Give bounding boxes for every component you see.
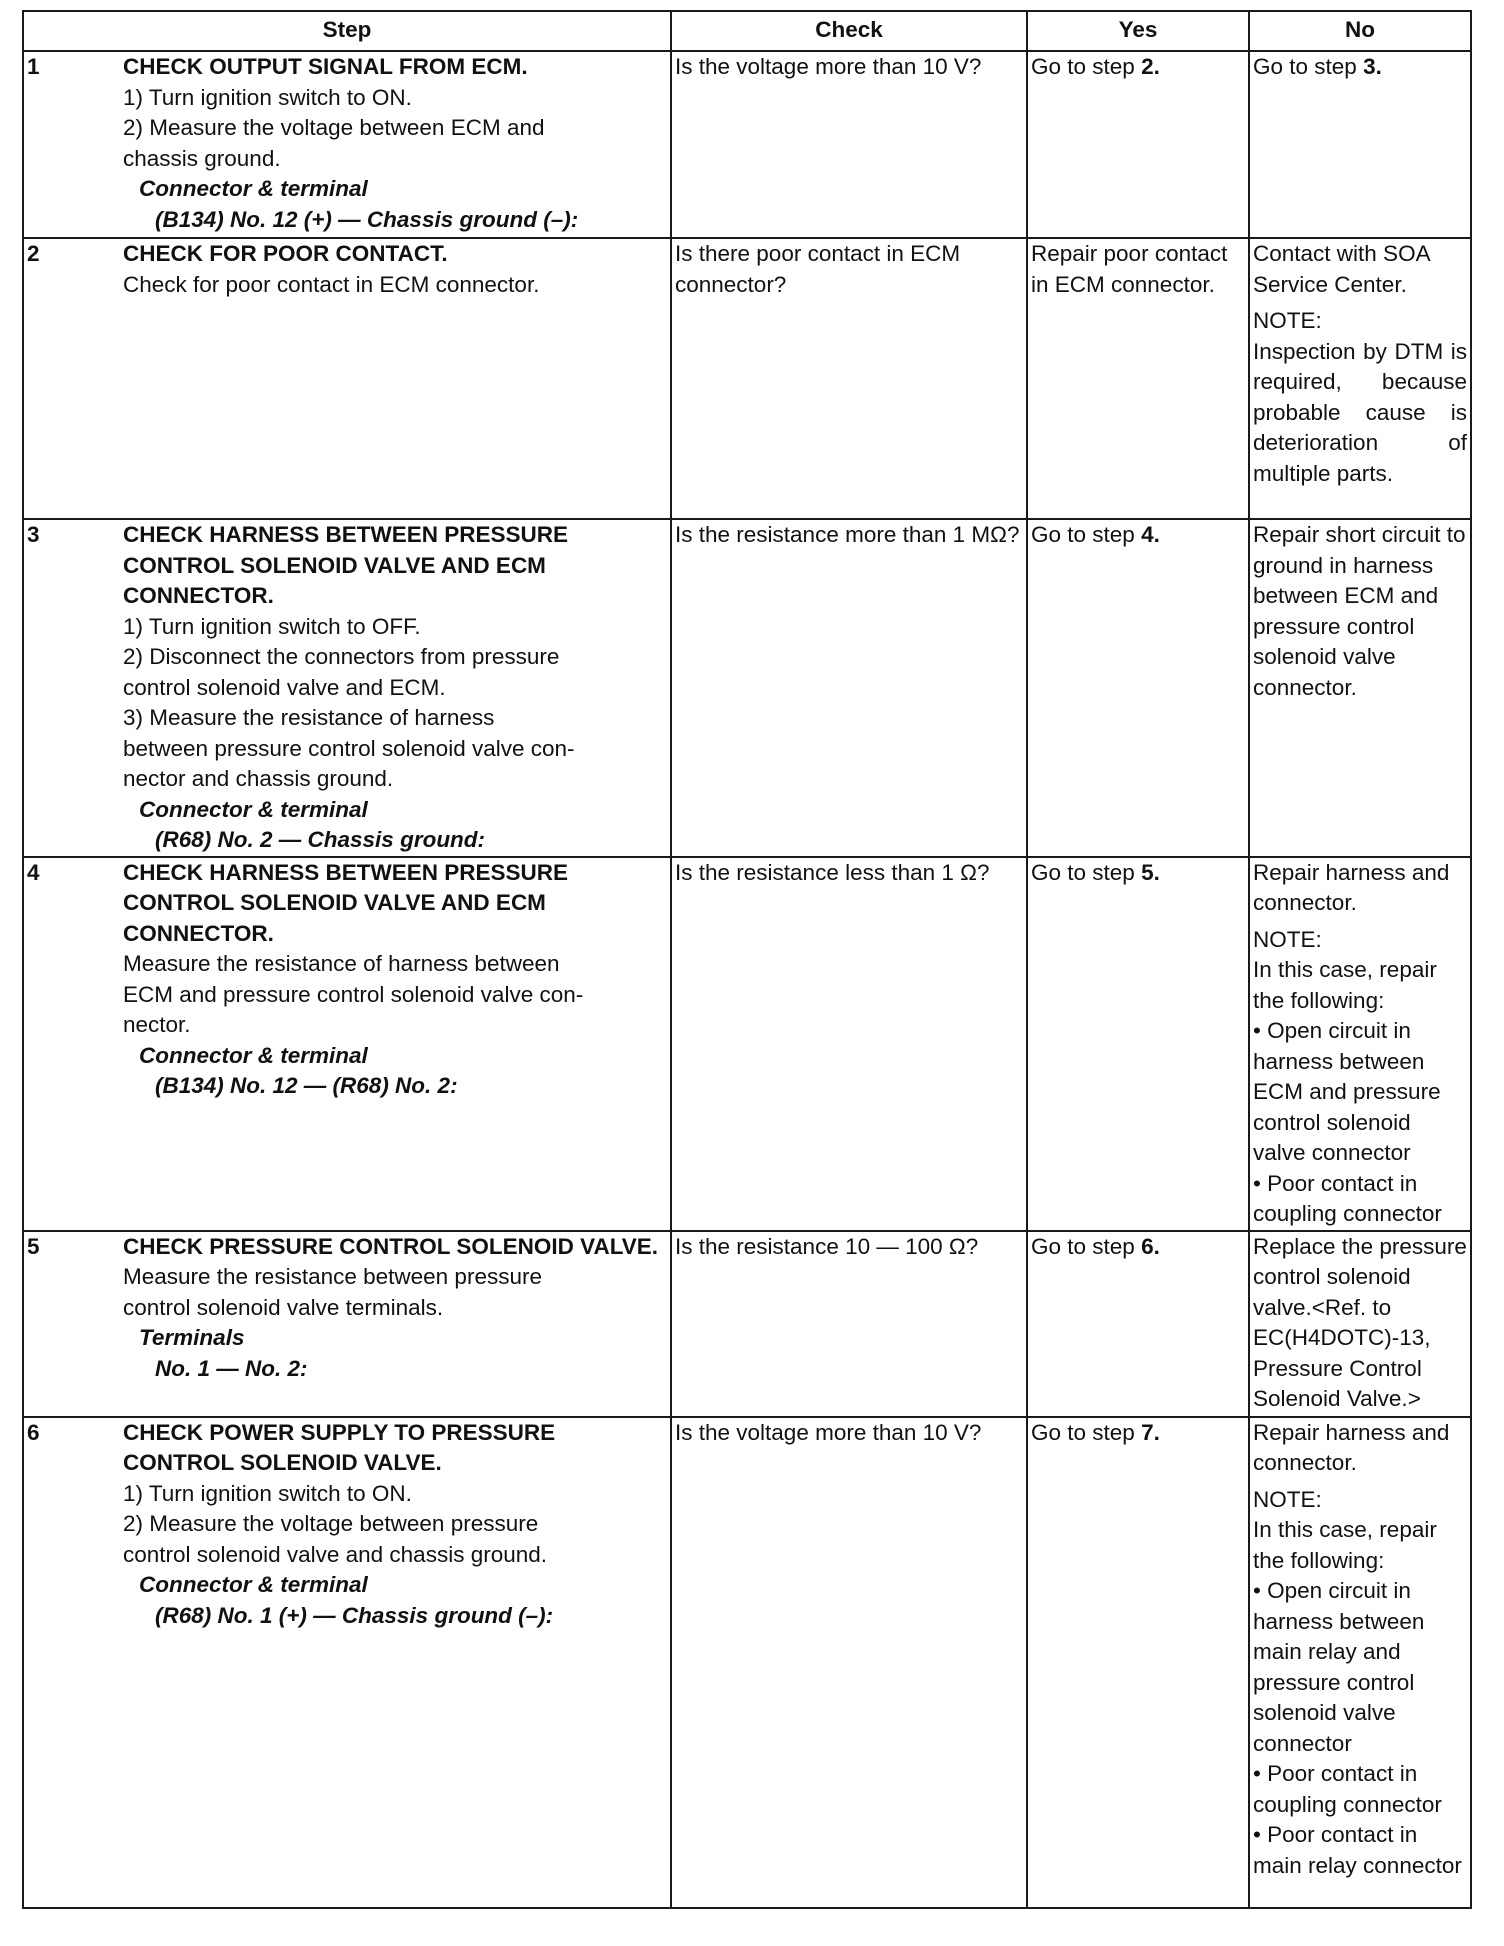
yes-step-link: 6.	[1141, 1233, 1160, 1259]
no-cell	[1249, 857, 1471, 1231]
step-instruction: ECM and pressure control solenoid valve con-	[123, 981, 584, 1007]
no-text: Repair harness and connector.	[1253, 859, 1450, 915]
yes-step-link: 7.	[1141, 1419, 1160, 1445]
yes-text: Go to step	[1031, 1419, 1142, 1445]
no-cell	[1249, 238, 1471, 519]
step-title: CHECK HARNESS BETWEEN PRESSURE CONTROL SOLENOID VALVE AND ECM CONNECTOR.	[123, 859, 569, 946]
yes-step-link: 2.	[1141, 54, 1160, 79]
table-row	[23, 1231, 1471, 1417]
note-bullet: • Poor contact in coupling connector	[1253, 1170, 1442, 1226]
step-cell	[23, 1417, 671, 1908]
yes-text: Go to step	[1031, 54, 1142, 79]
yes-cell	[1027, 519, 1249, 857]
step-instruction: between pressure control solenoid valve con-	[123, 735, 575, 761]
connector-label: Connector & terminal	[139, 176, 368, 201]
check-cell: Is there poor contact in ECM connector?	[671, 238, 1027, 519]
note-label: NOTE:	[1253, 308, 1322, 333]
step-number: 3	[27, 522, 40, 547]
step-instruction: control solenoid valve terminals.	[123, 1294, 444, 1320]
note-bullet: • Open circuit in harness between ECM and pressure control solenoid valve connector	[1253, 1018, 1441, 1165]
check-cell: Is the resistance less than 1 Ω?	[671, 857, 1027, 1231]
troubleshooting-table	[22, 10, 1472, 1909]
step-number: 4	[27, 859, 40, 885]
step-title: CHECK OUTPUT SIGNAL FROM ECM.	[123, 54, 528, 79]
yes-text: Go to step	[1031, 522, 1142, 547]
note-text: In this case, repair the following:	[1253, 1517, 1437, 1573]
no-text: Repair harness and connector.	[1253, 1419, 1450, 1475]
step-instruction: 3) Measure the resistance of harness	[123, 705, 495, 730]
header-check: Check	[671, 11, 1027, 51]
step-instruction: 2) Measure the voltage between pressure	[123, 1511, 539, 1536]
note-bullet: • Open circuit in harness between main relay and pressure control solenoid valve connector	[1253, 1578, 1425, 1756]
step-title: CHECK HARNESS BETWEEN PRESSURE CONTROL SOLENOID VALVE AND ECM CONNECTOR.	[123, 522, 569, 608]
step-cell	[23, 857, 671, 1231]
step-instruction: Measure the resistance of harness between	[123, 951, 560, 976]
no-text: Contact with SOA Service Center.	[1253, 241, 1430, 297]
check-cell: Is the voltage more than 10 V?	[671, 51, 1027, 238]
step-number: 2	[27, 241, 40, 266]
table-row	[23, 857, 1471, 1231]
step-instruction: control solenoid valve and ECM.	[123, 674, 446, 700]
table-row	[23, 519, 1471, 857]
connector-label: Connector & terminal	[139, 1572, 368, 1597]
connector-value: No. 1 — No. 2:	[155, 1355, 308, 1381]
note-bullet: • Poor contact in main relay connector	[1253, 1822, 1462, 1878]
yes-text: Go to step	[1031, 859, 1142, 885]
yes-cell	[1027, 51, 1249, 238]
step-instruction: control solenoid valve and chassis ground.	[123, 1541, 548, 1567]
header-step: Step	[23, 11, 671, 51]
step-number: 6	[27, 1419, 40, 1445]
connector-value: (B134) No. 12 (+) — Chassis ground (–):	[155, 206, 579, 232]
yes-step-link: 4.	[1141, 522, 1160, 547]
no-cell	[1249, 51, 1471, 238]
header-no: No	[1249, 11, 1471, 51]
table-row	[23, 51, 1471, 238]
note-label: NOTE:	[1253, 1486, 1322, 1512]
check-cell: Is the resistance more than 1 MΩ?	[671, 519, 1027, 857]
no-cell: Replace the pressure control solenoid valve.<Ref. to EC(H4DOTC)-13, Pressure Control Solenoid Valve.>	[1249, 1231, 1471, 1417]
note-text: In this case, repair the following:	[1253, 957, 1437, 1013]
table-row	[23, 238, 1471, 519]
yes-cell: Repair poor contact in ECM connector.	[1027, 238, 1249, 519]
header-row	[23, 11, 1471, 51]
note-text: Inspection by DTM is required, because probable cause is deterioration of multiple parts.	[1253, 338, 1467, 486]
yes-step-link: 5.	[1141, 859, 1160, 885]
step-number: 5	[27, 1233, 40, 1259]
step-instruction: Check for poor contact in ECM connector.	[123, 271, 540, 297]
yes-cell	[1027, 1417, 1249, 1908]
no-cell	[1249, 1417, 1471, 1908]
no-text: Go to step	[1253, 54, 1364, 79]
connector-label: Connector & terminal	[139, 1042, 368, 1068]
check-cell: Is the voltage more than 10 V?	[671, 1417, 1027, 1908]
step-instruction: 1) Turn ignition switch to ON.	[123, 84, 412, 110]
step-instruction: 2) Disconnect the connectors from pressure	[123, 644, 560, 669]
header-yes: Yes	[1027, 11, 1249, 51]
note-label: NOTE:	[1253, 926, 1322, 952]
yes-cell	[1027, 1231, 1249, 1417]
step-cell	[23, 51, 671, 238]
step-instruction: nector.	[123, 1012, 191, 1037]
step-cell	[23, 519, 671, 857]
step-instruction: chassis ground.	[123, 145, 281, 171]
yes-text: Go to step	[1031, 1233, 1142, 1259]
step-instruction: 1) Turn ignition switch to OFF.	[123, 613, 421, 639]
note-bullet: • Poor contact in coupling connector	[1253, 1761, 1442, 1817]
step-instruction: 2) Measure the voltage between ECM and	[123, 115, 545, 140]
step-instruction: 1) Turn ignition switch to ON.	[123, 1480, 412, 1506]
connector-value: (B134) No. 12 — (R68) No. 2:	[155, 1073, 458, 1098]
step-cell	[23, 1231, 671, 1417]
step-number: 1	[27, 54, 40, 79]
step-instruction: nector and chassis ground.	[123, 766, 394, 791]
check-cell: Is the resistance 10 — 100 Ω?	[671, 1231, 1027, 1417]
yes-cell	[1027, 857, 1249, 1231]
step-title: CHECK FOR POOR CONTACT.	[123, 241, 448, 266]
no-cell: Repair short circuit to ground in harness between ECM and pressure control solenoid valve connector.	[1249, 519, 1471, 857]
no-step-link: 3.	[1363, 54, 1382, 79]
connector-value: (R68) No. 2 — Chassis ground:	[155, 827, 486, 852]
connector-value: (R68) No. 1 (+) — Chassis ground (–):	[155, 1602, 554, 1628]
table-row	[23, 1417, 1471, 1908]
step-instruction: Measure the resistance between pressure	[123, 1264, 542, 1289]
connector-label: Terminals	[139, 1325, 245, 1350]
connector-label: Connector & terminal	[139, 796, 368, 822]
step-cell	[23, 238, 671, 519]
step-title: CHECK PRESSURE CONTROL SOLENOID VALVE.	[123, 1233, 659, 1259]
step-title: CHECK POWER SUPPLY TO PRESSURE CONTROL SOLENOID VALVE.	[123, 1419, 556, 1475]
